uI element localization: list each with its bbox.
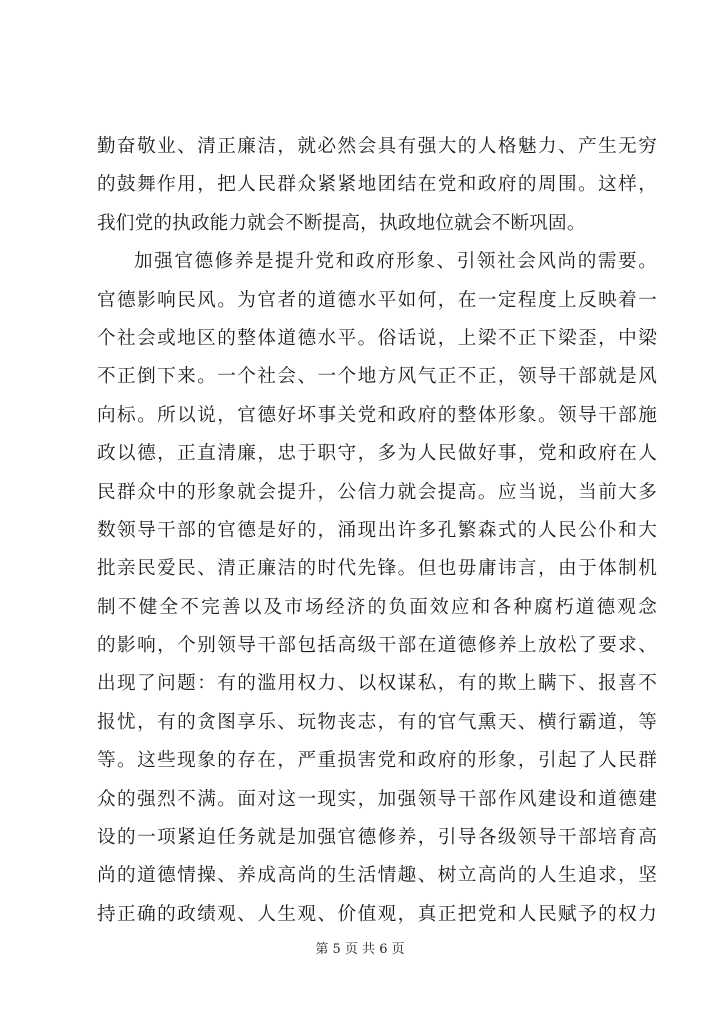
- text-line: 批亲民爱民、清正廉洁的时代先锋。但也毋庸讳言，由于体制机: [97, 558, 657, 580]
- text-line: 向标。所以说，官德好坏事关党和政府的整体形象。领导干部施: [97, 404, 657, 426]
- body-text: [97, 128, 657, 934]
- text-line: 勤奋敬业、清正廉洁，就必然会具有强大的人格魅力、产生无穷: [97, 136, 657, 157]
- text-line: 设的一项紧迫任务就是加强官德修养，引导各级领导干部培育高: [97, 827, 657, 849]
- text-line: 数领导干部的官德是好的，涌现出许多孔繁森式的人民公仆和大: [97, 519, 657, 541]
- page-number-footer: 第 5 页 共 6 页: [315, 942, 405, 957]
- text-line: 的鼓舞作用，把人民群众紧紧地团结在党和政府的周围。这样，: [97, 174, 657, 196]
- text-line: 我们党的执政能力就会不断提高，执政地位就会不断巩固。: [97, 212, 586, 234]
- text-line: 报忧，有的贪图享乐、玩物丧志，有的官气熏天、横行霸道，等: [97, 711, 657, 733]
- text-line: 民群众中的形象就会提升，公信力就会提高。应当说，当前大多: [97, 481, 657, 503]
- text-line: 众的强烈不满。面对这一现实，加强领导干部作风建设和道德建: [97, 788, 657, 810]
- text-line: 尚的道德情操、养成高尚的生活情趣、树立高尚的人生追求，坚: [97, 865, 657, 887]
- text-line: 等。这些现象的存在，严重损害党和政府的形象，引起了人民群: [97, 750, 657, 772]
- text-line: 政以德，正直清廉，忠于职守，多为人民做好事，党和政府在人: [97, 443, 657, 465]
- text-line: 不正倒下来。一个社会、一个地方风气正不正，领导干部就是风: [97, 366, 657, 388]
- text-line: 持正确的政绩观、人生观、价值观，真正把党和人民赋予的权力: [97, 903, 657, 925]
- text-line: 官德影响民风。为官者的道德水平如何，在一定程度上反映着一: [97, 289, 657, 311]
- text-line: 出现了问题：有的滥用权力、以权谋私，有的欺上瞒下、报喜不: [97, 673, 657, 695]
- text-line: 的影响，个别领导干部包括高级干部在道德修养上放松了要求、: [97, 635, 657, 657]
- text-line: 制不健全不完善以及市场经济的负面效应和各种腐朽道德观念: [97, 596, 657, 618]
- paragraph-first-line: 加强官德修养是提升党和政府形象、引领社会风尚的需要。: [134, 251, 657, 273]
- text-line: 个社会或地区的整体道德水平。俗话说，上梁不正下梁歪，中梁: [97, 327, 657, 349]
